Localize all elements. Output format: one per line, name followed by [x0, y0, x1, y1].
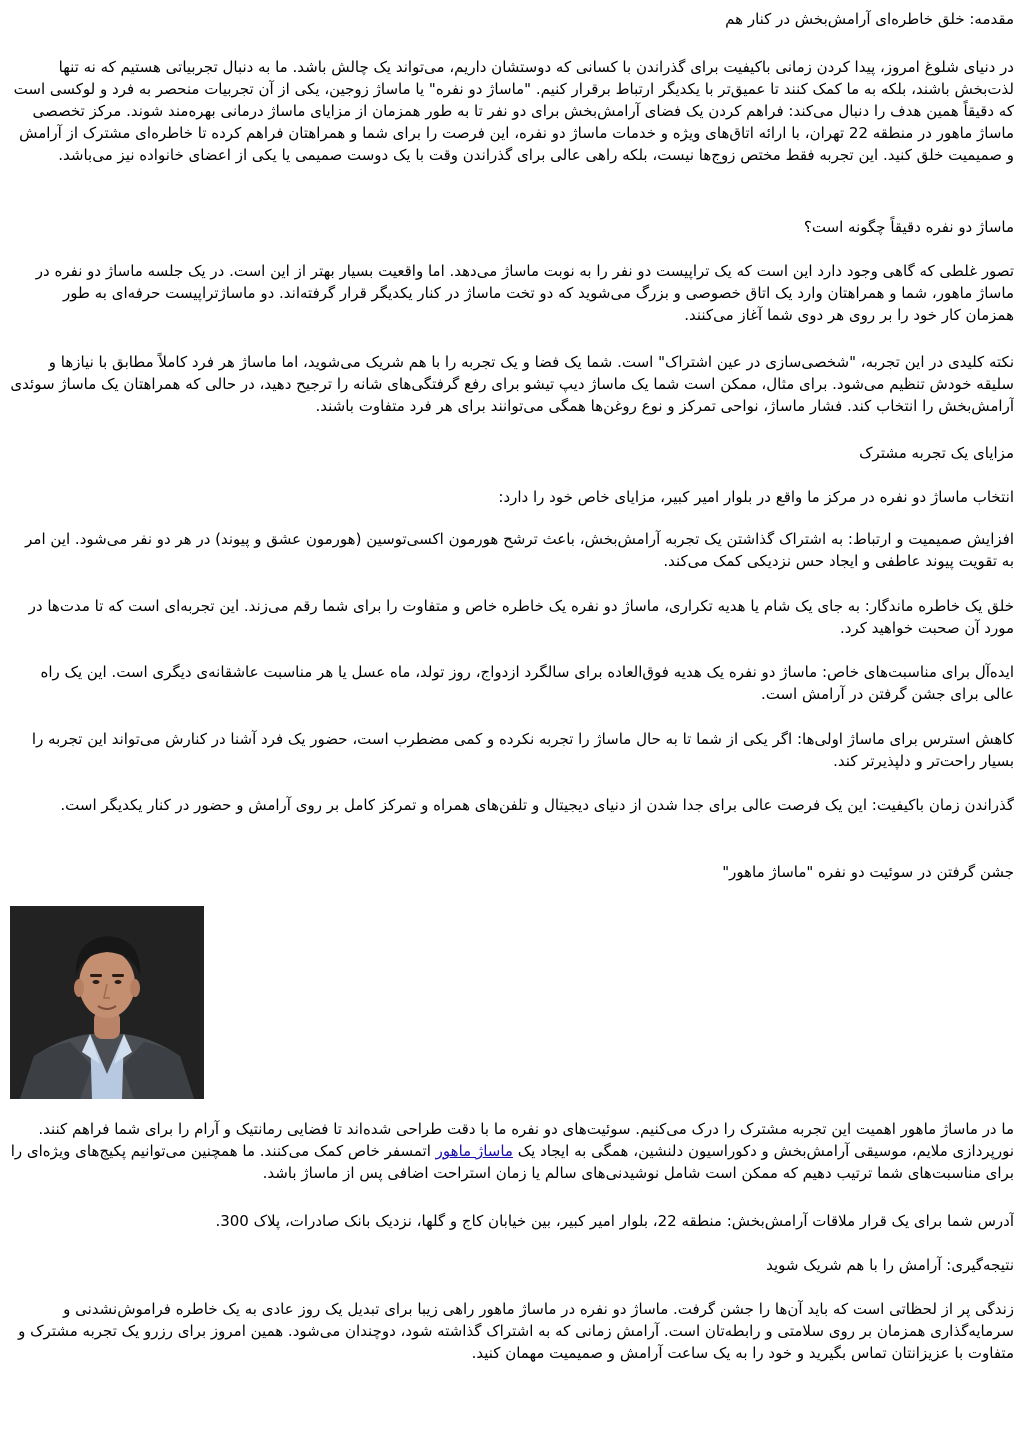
how-paragraph-1: تصور غلطی که گاهی وجود دارد این است که یک تراپیست دو نفر را به نوبت ماساژ می‌دهد. اما واقعیت بسیار بهتر از این است. در یک جلسه ماساژ دو نفره در ماساژ ماهور، شما و همراهتان وارد یک اتاق خصوصی و بزرگ می‌شوید که دو تخت ماساژ در کنار یکدیگر قرار گرفته‌اند. دو ماساژتراپیست حرفه‌ای به طور همزمان کار خود را بر روی هر دوی شما آغاز می‌کنند. — [35, 262, 1014, 324]
conclusion-paragraph: زندگی پر از لحظاتی است که باید آن‌ها را جشن گرفت. ماساژ دو نفره در ماساژ ماهور راهی زیبا برای تبدیل یک روز عادی به یک خاطره فراموش‌نشدنی و سرمایه‌گذاری همزمان بر روی سلامتی و رابطه‌تان است. آرامش زمانی که به اشتراک گذاشته شود، دوچندان می‌شود. همین امروز برای رزرو یک تجربه مشترک و متفاوت با عزیزانتان تماس بگیرید و خود را به یک ساعت آرامش و صمیمیت مهمان کنید. — [18, 1300, 1014, 1362]
benefit-item: ایده‌آل برای مناسبت‌های خاص: ماساژ دو نفره یک هدیه فوق‌العاده برای سالگرد ازدواج، روز تولد، ماه عسل یا هر مناسبت عاشقانه‌ی دیگری است. این یک راه عالی برای جشن گرفتن در آرامش است. — [40, 663, 1014, 703]
benefits-heading: مزایای یک تجربه مشترک — [859, 444, 1014, 462]
suite-paragraph-part-1: ما در ماساژ ماهور اهمیت این تجربه مشترک را درک می‌کنیم. سوئیت‌های دو نفره ما با دقت طراحی شده‌اند تا فضایی رمانتیک و آرام را برای شما فراهم کنند. نورپردازی ملایم، موسیقی آرامش‌بخش و دکوراسیون دلنشین، همگی به ایجاد یک — [38, 1120, 1014, 1160]
intro-heading: مقدمه: خلق خاطره‌ای آرامش‌بخش در کنار هم — [725, 10, 1014, 28]
suite-paragraph — [10, 1118, 1014, 1184]
benefits-intro: انتخاب ماساژ دو نفره در مرکز ما واقع در بلوار امیر کبیر، مزایای خاص خود را دارد: — [498, 488, 1014, 506]
address-paragraph: آدرس شما برای یک قرار ملاقات آرامش‌بخش: منطقه 22، بلوار امیر کبیر، بین خیابان کاج و گلها، نزدیک بانک صادرات، پلاک 300. — [215, 1212, 1014, 1230]
how-heading: ماساژ دو نفره دقیقاً چگونه است؟ — [803, 218, 1014, 236]
conclusion-heading: نتیجه‌گیری: آرامش را با هم شریک شوید — [766, 1256, 1014, 1274]
benefit-item: افزایش صمیمیت و ارتباط: به اشتراک گذاشتن یک تجربه آرامش‌بخش، باعث ترشح هورمون اکسی‌توسین (هورمون عشق و پیوند) در هر دو نفر می‌شود. این امر به تقویت پیوند عاطفی و ایجاد حس نزدیکی کمک می‌کند. — [25, 530, 1014, 570]
author-portrait — [10, 906, 204, 1099]
intro-paragraph: در دنیای شلوغ امروز، پیدا کردن زمانی باکیفیت برای گذراندن با کسانی که دوستشان داریم، می‌تواند یک چالش باشد. ما به دنبال تجربیاتی هستیم که نه تنها لذت‌بخش باشند، بلکه به ما کمک کنند تا عمیق‌تر با یکدیگر ارتباط برقرار کنیم. "ماساژ دو نفره" یا ماساژ زوجین، یکی از آن تجربیات منحصر به فرد و لوکسی است که دقیقاً همین هدف را دنبال می‌کند: فراهم کردن یک فضای آرامش‌بخش برای دو نفر تا به طور همزمان از مزایای ماساژ درمانی بهره‌مند شوند. مرکز تخصصی ماساژ ماهور در منطقه 22 تهران، با ارائه اتاق‌های ویژه و خدمات ماساژ دو نفره، این فرصت را برای شما و همراهتان فراهم کرده تا خاطره‌ای مشترک از آرامش و صمیمیت خلق کنید. این تجربه فقط مختص زوج‌ها نیست، بلکه راهی عالی برای گذراندن وقت با یک دوست صمیمی یا یکی از اعضای خانواده نیز می‌باشد. — [13, 58, 1014, 164]
benefit-item: کاهش استرس برای ماساژ اولی‌ها: اگر یکی از شما تا به حال ماساژ را تجربه نکرده و کمی مضطرب است، حضور یک فرد آشنا در کنارش می‌تواند این تجربه را بسیار راحت‌تر و دلپذیرتر کند. — [31, 730, 1014, 770]
portrait-image — [10, 906, 204, 1099]
benefit-item: گذراندن زمان باکیفیت: این یک فرصت عالی برای جدا شدن از دنیای دیجیتال و تلفن‌های همراه و تمرکز کامل بر روی آرامش و حضور در کنار یکدیگر است. — [60, 796, 1014, 814]
benefit-item: خلق یک خاطره ماندگار: به جای یک شام یا هدیه تکراری، ماساژ دو نفره یک خاطره خاص و متفاوت را برای شما رقم می‌زند. این تجربه‌ای است که تا مدت‌ها در مورد آن صحبت خواهید کرد. — [28, 597, 1014, 637]
suite-paragraph-part-2: اتمسفر خاص کمک می‌کنند. ما همچنین می‌توانیم پکیج‌های ویژه‌ای را برای مناسبت‌های شما ترتیب دهیم که ممکن است شامل نوشیدنی‌های سالم یا زمان استراحت اضافی پس از ماساژ باشد. — [10, 1142, 1014, 1182]
how-paragraph-2: نکته کلیدی در این تجربه، "شخصی‌سازی در عین اشتراک" است. شما یک فضا و یک تجربه را با هم شریک می‌شوید، اما ماساژ هر فرد کاملاً مطابق با نیازها و سلیقه خودش تنظیم می‌شود. برای مثال، ممکن است شما یک ماساژ دیپ تیشو برای رفع گرفتگی‌های شانه را ترجیح دهید، در حالی که همراهتان یک ماساژ سوئدی آرامش‌بخش را انتخاب کند. فشار ماساژ، نواحی تمرکز و نوع روغن‌ها همگی می‌توانند برای هر فرد متفاوت باشند. — [10, 353, 1014, 415]
mahour-massage-link[interactable]: ماساژ ماهور — [435, 1142, 513, 1160]
suite-heading: جشن گرفتن در سوئیت دو نفره "ماساژ ماهور" — [722, 863, 1014, 881]
